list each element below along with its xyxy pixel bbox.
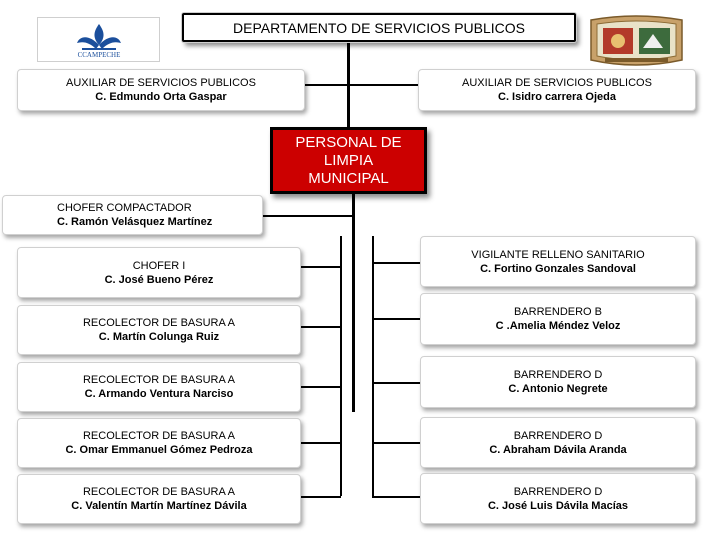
connector-left-3 bbox=[301, 326, 341, 328]
staff-name: C. Martín Colunga Ruiz bbox=[98, 331, 220, 343]
staff-box-recolector-3 bbox=[17, 418, 301, 468]
connector-right-3 bbox=[372, 382, 420, 384]
staff-name: C. Ramón Velásquez Martínez bbox=[57, 216, 213, 228]
center-line-1: PERSONAL DE bbox=[295, 133, 402, 151]
center-line-3: MUNICIPAL bbox=[308, 169, 389, 187]
staff-box-chofer-i bbox=[17, 247, 301, 298]
connector-right-4 bbox=[372, 442, 420, 444]
staff-role: BARRENDERO B bbox=[513, 306, 603, 318]
staff-role: RECOLECTOR DE BASURA A bbox=[82, 430, 235, 442]
staff-name: C. José Bueno Pérez bbox=[104, 273, 214, 286]
staff-role: BARRENDERO D bbox=[513, 485, 603, 498]
aux-connector-right bbox=[348, 84, 418, 86]
staff-name: C. Armando Ventura Narciso bbox=[84, 388, 234, 400]
coat-of-arms-icon bbox=[587, 14, 686, 68]
connector-left-4 bbox=[301, 386, 341, 388]
aux-box-2 bbox=[418, 69, 696, 111]
connector-left-2 bbox=[301, 266, 341, 268]
staff-role: BARRENDERO D bbox=[513, 429, 603, 442]
municipal-logo bbox=[37, 17, 160, 62]
aux-2-name: C. Isidro carrera Ojeda bbox=[498, 91, 616, 103]
center-line-2: LIMPIA bbox=[323, 151, 374, 169]
aux-connector-left bbox=[305, 84, 349, 86]
staff-role: BARRENDERO D bbox=[513, 369, 603, 381]
connector-right-5 bbox=[372, 496, 420, 498]
logo-text: CCAMPECHE bbox=[77, 50, 120, 59]
left-branch-vertical bbox=[340, 236, 342, 496]
aux-1-role: AUXILIAR DE SERVICIOS PUBLICOS bbox=[66, 77, 256, 89]
staff-box-vigilante bbox=[420, 236, 696, 287]
fleur-de-lis-logo-icon bbox=[44, 21, 154, 59]
staff-role: CHOFER I bbox=[132, 259, 186, 272]
aux-1-name: C. Edmundo Orta Gaspar bbox=[95, 91, 227, 103]
right-branch-vertical bbox=[372, 236, 374, 496]
connector-left-6 bbox=[301, 496, 341, 498]
staff-box-barrendero-d-1 bbox=[420, 356, 696, 408]
connector-chofer-compactador bbox=[263, 215, 353, 217]
staff-name: C. Omar Emmanuel Gómez Pedroza bbox=[65, 444, 253, 456]
staff-name: C. Valentín Martín Martínez Dávila bbox=[71, 500, 247, 512]
staff-role: RECOLECTOR DE BASURA A bbox=[82, 486, 235, 498]
department-title bbox=[182, 13, 576, 42]
staff-box-barrendero-d-3 bbox=[420, 473, 696, 524]
lower-trunk-line bbox=[352, 194, 355, 412]
staff-box-chofer-compactador bbox=[2, 195, 263, 235]
staff-name: C. Antonio Negrete bbox=[508, 383, 608, 395]
staff-role: RECOLECTOR DE BASURA A bbox=[82, 317, 235, 329]
staff-name: C .Amelia Méndez Veloz bbox=[495, 320, 621, 332]
staff-name: C. José Luis Dávila Macías bbox=[487, 499, 628, 512]
aux-2-role: AUXILIAR DE SERVICIOS PUBLICOS bbox=[462, 77, 652, 89]
staff-name: C. Fortino Gonzales Sandoval bbox=[480, 262, 636, 275]
personal-limpia-box bbox=[270, 127, 427, 194]
connector-left-5 bbox=[301, 442, 341, 444]
staff-role: VIGILANTE RELLENO SANITARIO bbox=[471, 248, 645, 261]
staff-name: C. Abraham Dávila Aranda bbox=[489, 443, 627, 456]
department-title-text: DEPARTAMENTO DE SERVICIOS PUBLICOS bbox=[233, 19, 525, 36]
staff-box-recolector-4 bbox=[17, 474, 301, 524]
staff-role: CHOFER COMPACTADOR bbox=[57, 202, 192, 214]
staff-box-barrendero-b bbox=[420, 293, 696, 345]
staff-box-recolector-2 bbox=[17, 362, 301, 412]
staff-box-barrendero-d-2 bbox=[420, 417, 696, 468]
connector-right-2 bbox=[372, 318, 420, 320]
staff-role: RECOLECTOR DE BASURA A bbox=[82, 374, 235, 386]
connector-right-1 bbox=[372, 262, 420, 264]
aux-box-1 bbox=[17, 69, 305, 111]
staff-box-recolector-1 bbox=[17, 305, 301, 355]
